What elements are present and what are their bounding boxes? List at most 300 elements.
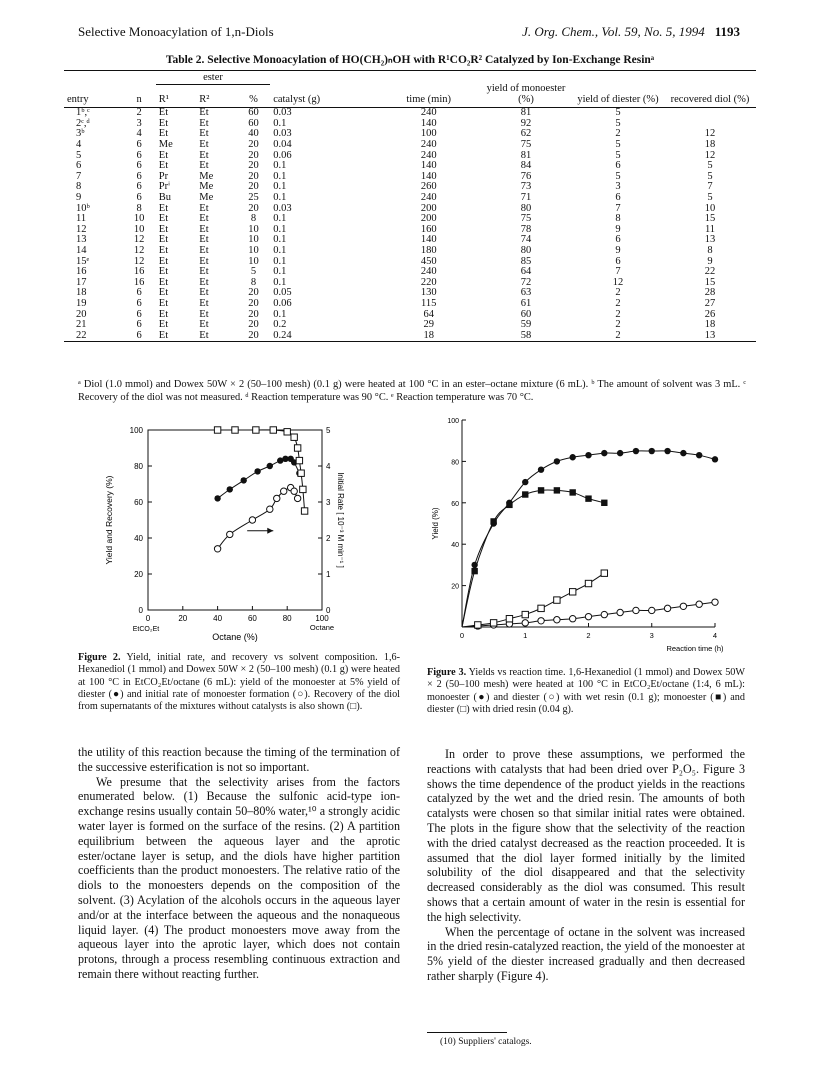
data-point-open-square [601, 570, 607, 576]
cell-n: 6 [136, 170, 142, 182]
data-point-filled-circle [241, 477, 247, 483]
cell-diol: 18 [704, 139, 716, 151]
right-paragraph-2: When the percentage of octane in the solvent was increased in the dried resin-catalyzed reaction, the yield of the monoester at 5% yield of the diester increased gradually and then decreased rather sharply (Figure 4). [427, 924, 745, 983]
cell-catalyst: 0.04 [273, 139, 292, 151]
left-paragraph-1: the utility of this reaction because the timing of the termination of the successive esterification is not so important. [78, 745, 400, 774]
cell-monoester: 78 [520, 223, 532, 235]
cell-diester: 9 [615, 223, 621, 235]
cell-r2: Et [199, 245, 209, 256]
cell-percent: 60 [248, 107, 259, 119]
cell-time: 200 [420, 202, 437, 214]
cell-n: 6 [136, 149, 142, 161]
figure-2-caption [78, 652, 400, 713]
cell-percent: 20 [248, 202, 259, 214]
cell-entry: 19 [76, 297, 87, 309]
table-footnote: ᵃ Diol (1.0 mmol) and Dowex 50W × 2 (50–100 mesh) (0.1 g) were heated at 100 °C in an ester–octane mixture (6 mL). ᵇ The amount of solvent was 3 mL. ᶜ Recovery of the diol was not measured. ᵈ Reaction temperature was 90 °C. ᵉ Reaction temperature was 70 °C. [78, 379, 746, 403]
cell-diol: 10 [704, 202, 716, 214]
data-point-filled-circle [267, 463, 273, 469]
cell-diester: 6 [615, 160, 621, 172]
data-point-open-square [569, 589, 575, 595]
data-point-filled-square [538, 487, 544, 493]
cell-diester: 12 [612, 276, 624, 288]
data-point-open-square [253, 427, 259, 433]
cell-n: 3 [136, 117, 142, 129]
series-line-filled-circle [462, 451, 715, 627]
data-point-filled-circle [680, 450, 686, 456]
data-point-open-circle [680, 603, 686, 609]
cell-time: 100 [420, 128, 437, 140]
data-point-open-circle [617, 609, 623, 615]
cell-time: 140 [420, 117, 437, 129]
x-tick-label: 0 [145, 614, 151, 623]
data-point-filled-square [569, 489, 575, 495]
data-point-open-square [270, 427, 276, 433]
cell-r1: Et [158, 255, 169, 267]
header-r1: R¹ [158, 93, 169, 105]
cell-diester: 8 [615, 213, 621, 225]
y-tick-label: 20 [451, 583, 459, 591]
data-point-filled-circle [585, 452, 591, 458]
cell-monoester: 85 [520, 255, 532, 267]
cell-diol: 8 [707, 245, 713, 256]
data-point-open-circle [249, 517, 255, 523]
data-point-open-square [232, 427, 238, 433]
header-title: Selective Monoacylation of 1,n-Diols [78, 24, 274, 39]
cell-catalyst: 0.1 [273, 276, 287, 288]
x-axis-title: Reaction time (h) [666, 644, 724, 653]
cell-entry: 11 [76, 213, 87, 225]
y-tick-label: 20 [134, 570, 143, 579]
data-point-filled-circle [649, 448, 655, 454]
cell-diester: 3 [615, 181, 621, 193]
cell-diester: 5 [615, 117, 621, 129]
cell-catalyst: 0.1 [273, 181, 287, 193]
cell-r2: Et [199, 160, 209, 172]
cell-time: 240 [420, 266, 437, 278]
right-column [427, 747, 745, 984]
cell-entry: 1ᵇ,ᶜ [76, 107, 90, 119]
cell-n: 10 [133, 223, 145, 235]
cell-time: 130 [420, 287, 437, 299]
cell-monoester: 75 [520, 139, 532, 151]
cell-r2: Et [199, 223, 209, 235]
cell-n: 6 [136, 329, 142, 341]
data-point-open-circle [696, 601, 702, 607]
data-point-open-circle [554, 617, 560, 623]
cell-time: 240 [420, 149, 437, 161]
cell-r2: Me [199, 181, 214, 193]
cell-r1: Et [158, 160, 169, 172]
left-paragraph-2: We presume that the selectivity arises from the factors enumerated below. (1) Because the sulfonic acid-type ion-exchange resins usually contain 50–80% water,¹⁰ a strongly acidic water layer is formed on the surface of the resins. (2) A partition equilibrium between the aqueous layer and the aprotic ester/octane layer is setup, and the diols have higher partition coefficients than the product monoesters. The relative ratio of the diols to the monoesters depends on the composition of the solvent. (3) Acylation of the alcohols occurs in the aqueous layer and/or at the interface between the aqueous and the nonaqueous liquid layer. (4) The product monoesters move away from the aqueous layer into the aprotic layer, which does not contain protons, through a process resembling continuous extraction and remain there without reacting further. [78, 774, 400, 981]
series-line-open-square [218, 430, 305, 511]
y2-axis-title: Initial Rate [ 10⁻³ M min⁻¹ ] [336, 472, 345, 568]
cell-catalyst: 0.1 [273, 170, 287, 182]
cell-r2: Et [199, 139, 209, 151]
results-table [64, 70, 756, 342]
cell-diol: 5 [707, 170, 713, 182]
cell-diester: 7 [615, 266, 621, 278]
cell-n: 6 [136, 308, 142, 320]
cell-entry: 4 [76, 139, 82, 151]
cell-catalyst: 0.1 [273, 308, 287, 320]
figure-2-chart [90, 420, 370, 645]
data-point-open-square [554, 597, 560, 603]
cell-diol: 5 [707, 160, 713, 172]
data-point-open-circle [214, 546, 220, 552]
left-column [78, 745, 400, 982]
cell-diol: 18 [704, 319, 716, 331]
y2-tick-label: 5 [326, 426, 331, 435]
cell-n: 10 [133, 213, 145, 225]
table-caption: Table 2. Selective Monoacylation of HO(CH₂)ₙOH with R¹CO₂R² Catalyzed by Ion-Exchange Resinᵃ [165, 54, 655, 66]
cell-monoester: 76 [520, 170, 532, 182]
data-point-open-circle [601, 611, 607, 617]
data-point-open-circle [649, 607, 655, 613]
cell-catalyst: 0.03 [273, 107, 292, 119]
cell-catalyst: 0.24 [273, 329, 292, 341]
data-point-open-square [475, 622, 481, 628]
cell-percent: 5 [250, 266, 257, 278]
cell-diol: 15 [704, 276, 716, 288]
cell-entry: 10ᵇ [76, 202, 90, 214]
cell-diol [664, 108, 756, 119]
cell-percent: 20 [248, 181, 259, 193]
x-right-label: Octane [309, 623, 335, 632]
cell-diester: 2 [615, 287, 621, 299]
cell-n: 2 [136, 107, 142, 119]
cell-r2: Et [199, 255, 209, 267]
cell-n: 6 [136, 181, 142, 193]
cell-n: 16 [133, 276, 145, 288]
cell-diester: 6 [615, 192, 621, 204]
cell-n: 6 [136, 192, 142, 204]
cell-monoester: 58 [520, 329, 532, 341]
cell-entry: 21 [76, 319, 87, 331]
header-r2: R² [199, 93, 210, 105]
cell-r2: Et [199, 213, 209, 225]
cell-catalyst: 0.03 [273, 202, 292, 214]
cell-percent: 10 [248, 245, 259, 256]
cell-diester: 5 [615, 139, 621, 151]
cell-diester: 2 [615, 297, 621, 309]
cell-n: 8 [136, 202, 142, 214]
cell-monoester: 80 [520, 202, 532, 214]
cell-entry: 8 [76, 181, 82, 193]
cell-r1: Et [158, 128, 169, 140]
cell-percent: 25 [248, 192, 259, 204]
cell-r2: Et [199, 202, 209, 214]
cell-catalyst: 0.06 [273, 297, 292, 309]
data-point-filled-circle [214, 495, 220, 501]
cell-diol: 26 [704, 308, 716, 320]
data-point-filled-square [554, 487, 560, 493]
cell-monoester: 81 [520, 149, 532, 161]
cell-n: 6 [136, 160, 142, 172]
cell-r1: Et [158, 107, 169, 119]
data-point-filled-square [601, 500, 607, 506]
cell-percent: 20 [248, 319, 259, 331]
cell-r2: Me [199, 192, 214, 204]
cell-monoester: 62 [520, 128, 532, 140]
cell-r1: Et [158, 234, 169, 246]
header-diol: recovered diol (%) [670, 93, 750, 105]
data-point-open-circle [522, 620, 528, 626]
x-tick-label: 40 [213, 614, 223, 623]
cell-r1: Et [158, 213, 169, 225]
data-point-open-circle [712, 599, 718, 605]
x-tick-label: 4 [712, 631, 718, 640]
cell-r2: Et [199, 276, 209, 288]
cell-r2: Et [199, 308, 209, 320]
cell-r1: Bu [158, 192, 172, 204]
x-tick-label: 1 [523, 631, 528, 640]
x-tick-label: 0 [459, 631, 465, 640]
cell-percent: 20 [248, 297, 259, 309]
cell-percent: 20 [248, 149, 259, 161]
cell-diester: 2 [615, 329, 621, 341]
cell-r1: Et [158, 223, 169, 235]
cell-time: 140 [420, 170, 437, 182]
y-tick-label: 60 [451, 500, 459, 508]
x-tick-label: 80 [282, 614, 292, 623]
cell-catalyst: 0.06 [273, 149, 292, 161]
figure-2-caption-text: Yield, initial rate, and recovery vs solvent composition. 1,6-Hexanediol (1 mmol) and Dowex 50W × 2 (50–100 mesh) (0.1 g) were heated at 100 °C in EtCO₂Et/octane (6 mL): yield of the monoester at 5% yield of diester (●) and initial rate of monoester formation (○). Recovery of the diol from supernatants of the mixtures without catalysts is also shown (□). [78, 652, 400, 713]
data-point-filled-circle [601, 450, 607, 456]
cell-diol: 5 [707, 192, 713, 204]
cell-time: 240 [420, 139, 437, 151]
cell-entry: 18 [76, 287, 87, 299]
y-axis-title: Yield and Recovery (%) [104, 475, 114, 565]
cell-entry: 2ᶜ,ᵈ [76, 117, 90, 129]
data-point-open-circle [227, 531, 233, 537]
cell-n: 6 [136, 287, 142, 299]
cell-r2: Me [199, 170, 214, 182]
y-tick-label: 80 [451, 459, 459, 467]
data-point-filled-circle [254, 468, 260, 474]
data-point-filled-square [585, 495, 591, 501]
cell-entry: 20 [76, 308, 87, 320]
cell-monoester: 71 [520, 192, 532, 204]
cell-monoester: 75 [520, 213, 532, 225]
cell-monoester: 92 [520, 117, 532, 129]
figure-3-chart [425, 412, 725, 657]
cell-n: 6 [136, 297, 142, 309]
cell-diester: 5 [615, 107, 621, 119]
cell-r1: Et [158, 276, 169, 288]
data-point-open-circle [633, 607, 639, 613]
cell-percent: 60 [248, 117, 259, 129]
cell-monoester: 64 [520, 266, 532, 278]
cell-r2: Et [199, 266, 209, 278]
data-point-open-square [214, 427, 220, 433]
cell-diol: 11 [704, 223, 716, 235]
data-point-filled-circle [664, 448, 670, 454]
cell-entry: 13 [76, 234, 87, 246]
header-citation: J. Org. Chem., Vol. 59, No. 5, 1994 [522, 24, 705, 39]
x-tick-label: 2 [586, 631, 591, 640]
page-number: 1193 [714, 24, 740, 39]
header-entry: entry [67, 93, 89, 105]
y2-tick-label: 3 [326, 498, 331, 507]
cell-diester: 2 [615, 308, 621, 320]
cell-monoester: 61 [520, 297, 532, 309]
cell-catalyst: 0.1 [273, 234, 287, 246]
y2-tick-label: 0 [326, 606, 331, 615]
data-point-filled-square [490, 518, 496, 524]
table-body [64, 108, 756, 342]
data-point-open-square [296, 457, 302, 463]
y-axis-title: Yield (%) [431, 507, 440, 540]
table-group-header: ester [156, 71, 270, 85]
cell-entry: 6 [76, 160, 82, 172]
cell-percent: 20 [248, 329, 259, 341]
cell-diol: 15 [704, 213, 716, 225]
y-tick-label: 100 [129, 426, 143, 435]
cell-time: 29 [423, 319, 434, 331]
cell-diester: 6 [615, 234, 621, 246]
data-point-open-circle [274, 495, 280, 501]
y2-tick-label: 1 [326, 570, 331, 579]
cell-r1: Et [158, 297, 169, 309]
data-point-open-circle [281, 488, 287, 494]
cell-diester: 9 [615, 245, 621, 256]
cell-entry: 9 [76, 192, 82, 204]
cell-entry: 15ᵉ [76, 255, 90, 267]
cell-catalyst: 0.05 [273, 287, 292, 299]
header-journal [522, 24, 740, 40]
cell-time: 200 [420, 213, 437, 225]
data-point-filled-circle [538, 466, 544, 472]
cell-r1: Et [158, 245, 169, 256]
header-n: n [136, 93, 142, 105]
data-point-open-circle [291, 488, 297, 494]
cell-r2: Et [199, 149, 209, 161]
cell-diol: 28 [704, 287, 716, 299]
cell-percent: 20 [248, 160, 259, 172]
figure-3-label: Figure 3. [427, 667, 467, 678]
cell-r1: Pr [158, 170, 169, 182]
cell-time: 180 [420, 245, 437, 256]
cell-entry: 12 [76, 223, 87, 235]
cell-monoester: 73 [520, 181, 532, 193]
data-point-open-square [522, 611, 528, 617]
data-point-open-circle [664, 605, 670, 611]
cell-diol: 13 [704, 234, 716, 246]
cell-n: 4 [136, 128, 142, 140]
data-point-open-square [301, 508, 307, 514]
cell-percent: 20 [248, 287, 259, 299]
y-tick-label: 60 [134, 498, 143, 507]
series-line-open-square [462, 573, 604, 627]
data-point-open-circle [267, 506, 273, 512]
cell-diester: 5 [615, 149, 621, 161]
cell-entry: 5 [76, 149, 82, 161]
cell-catalyst: 0.2 [273, 319, 287, 331]
cell-r1: Et [158, 149, 169, 161]
cell-percent: 10 [248, 234, 259, 246]
cell-r1: Et [158, 319, 169, 331]
cell-diol: 9 [707, 255, 713, 267]
cell-time: 140 [420, 234, 437, 246]
x-tick-label: 60 [247, 614, 257, 623]
cell-n: 12 [133, 234, 145, 246]
cell-n: 12 [133, 245, 145, 256]
y-tick-label: 40 [451, 542, 459, 550]
figure-3-caption [427, 667, 745, 716]
cell-diol: 12 [704, 128, 716, 140]
y-tick-label: 100 [447, 418, 459, 425]
data-point-open-square [291, 434, 297, 440]
header-monoester: yield of monoester (%) [486, 83, 566, 105]
data-point-filled-circle [554, 458, 560, 464]
cell-entry: 3ᵇ [76, 128, 85, 140]
x-tick-label: 100 [315, 614, 329, 623]
cell-r1: Prⁱ [158, 181, 170, 193]
cell-time: 140 [420, 160, 437, 172]
y2-tick-label: 4 [326, 462, 331, 471]
cell-monoester: 72 [520, 276, 532, 288]
cell-entry: 14 [76, 245, 87, 256]
cell-catalyst: 0.1 [273, 266, 287, 278]
cell-percent: 20 [248, 170, 259, 182]
cell-catalyst: 0.1 [273, 245, 287, 256]
cell-percent: 10 [248, 255, 259, 267]
cell-diester: 6 [615, 255, 621, 267]
y-tick-label: 40 [134, 534, 143, 543]
cell-time: 18 [423, 329, 434, 341]
y2-tick-label: 2 [326, 534, 331, 543]
x-tick-label: 3 [649, 631, 654, 640]
data-point-open-square [298, 470, 304, 476]
cell-catalyst: 0.1 [273, 192, 287, 204]
cell-catalyst: 0.1 [273, 255, 287, 267]
cell-percent: 10 [248, 223, 259, 235]
cell-monoester: 74 [520, 234, 532, 246]
data-point-filled-square [471, 568, 477, 574]
data-point-filled-circle [712, 456, 718, 462]
cell-diol: 13 [704, 329, 716, 341]
cell-percent: 8 [250, 276, 257, 288]
cell-time: 64 [423, 308, 434, 320]
data-point-open-square [506, 616, 512, 622]
cell-r2: Et [199, 117, 209, 129]
cell-r1: Et [158, 266, 169, 278]
right-footnote: (10) Suppliers' catalogs. [440, 1037, 532, 1047]
cell-r1: Et [158, 117, 169, 129]
series-line-open-circle [218, 488, 298, 549]
cell-r1: Et [158, 308, 169, 320]
data-point-filled-circle [522, 479, 528, 485]
cell-monoester: 59 [520, 319, 532, 331]
cell-entry: 16 [76, 266, 87, 278]
figure-3-caption-text: Yields vs reaction time. 1,6-Hexanediol (1 mmol) and Dowex 50W × 2 (50–100 mesh) were heated at 100 °C in EtCO₂Et/octane (1:4, 6 mL): monoester (●) and diester (○) with wet resin (0.1 g); monoester (■) and diester (□) with dried resin (0.04 g). [427, 667, 745, 715]
data-point-filled-circle [227, 486, 233, 492]
data-point-filled-square [522, 491, 528, 497]
cell-catalyst: 0.1 [273, 213, 287, 225]
cell-time: 220 [420, 276, 437, 288]
arrow-head [267, 528, 273, 534]
cell-r2: Et [199, 287, 209, 299]
cell-time: 115 [421, 297, 437, 309]
header-time: time (min) [406, 93, 452, 105]
table-row [64, 331, 756, 342]
cell-r2: Et [199, 329, 209, 341]
header-diester: yield of diester (%) [577, 93, 659, 105]
data-point-open-square [300, 486, 306, 492]
cell-diol: 7 [707, 181, 713, 193]
cell-r1: Et [158, 287, 169, 299]
cell-n: 6 [136, 319, 142, 331]
